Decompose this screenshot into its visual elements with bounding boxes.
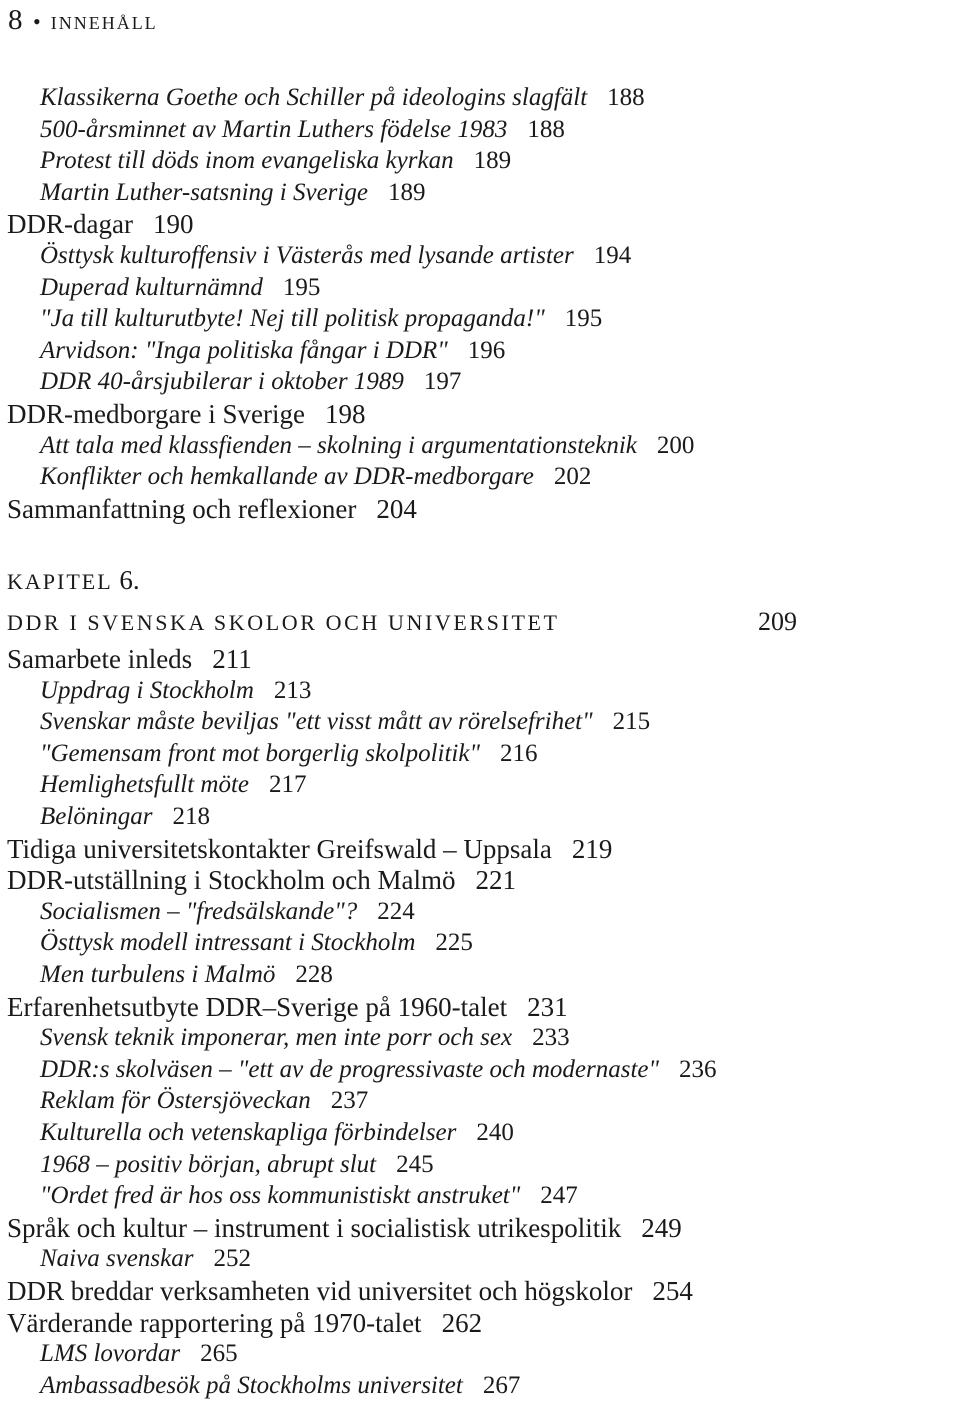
toc-entry-page: 194 [593, 242, 632, 269]
toc-entry [40, 306, 602, 331]
toc-entry-title: DDR breddar verksamheten vid universitet och högskolor [7, 1276, 633, 1306]
toc-entry-page: 188 [527, 115, 565, 143]
toc-entry-page: 202 [553, 463, 592, 491]
toc-entry [40, 369, 461, 394]
toc-entry [7, 833, 613, 864]
toc-entry-page: 247 [540, 1182, 578, 1210]
toc-entry-title: Belöningar [40, 803, 153, 830]
toc-entry-title: DDR-medborgare i Sverige [7, 399, 305, 429]
running-head-title: INNEHÅLL [50, 13, 158, 33]
toc-entry [7, 1307, 483, 1338]
toc-entry-page: 216 [499, 739, 538, 767]
toc-entry [40, 464, 591, 489]
chapter-page-number: 209 [758, 607, 797, 636]
chapter-label [7, 565, 140, 596]
toc-entry-page: 195 [282, 273, 321, 301]
toc-entry [40, 1057, 717, 1082]
toc-entry-page: 213 [273, 676, 312, 704]
toc-entry-page: 231 [527, 991, 568, 1022]
toc-entry [40, 1088, 368, 1113]
toc-entry [40, 275, 320, 300]
chapter-heading [7, 607, 797, 637]
toc-entry [40, 930, 473, 955]
toc-entry-title: Naiva svenskar [40, 1245, 194, 1273]
toc-entry-title: Socialismen – "fredsälskande"? [40, 897, 358, 925]
toc-entry-title: Protest till döds inom evangeliska kyrkan [40, 147, 454, 175]
toc-entry-page: 236 [679, 1055, 717, 1083]
toc-entry [7, 991, 568, 1022]
toc-entry-title: Arvidson: "Inga politiska fångar i DDR" [40, 336, 448, 364]
toc-entry-title: LMS lovordar [40, 1340, 181, 1368]
toc-entry-title: Svenskar måste beviljas "ett visst mått av rörelsefrihet" [40, 708, 593, 736]
toc-entry [40, 85, 645, 110]
toc-entry-page: 196 [467, 336, 506, 364]
toc-entry-page: 249 [641, 1212, 682, 1243]
toc-entry [40, 962, 333, 987]
toc-entry-title: Erfarenhetsutbyte DDR–Sverige på 1960-talet [7, 991, 508, 1022]
toc-entry-page: 228 [295, 961, 333, 988]
toc-entry-page: 252 [213, 1245, 251, 1273]
toc-entry-page: 204 [376, 493, 417, 524]
toc-entry-page: 237 [330, 1087, 369, 1115]
toc-entry-title: Språk och kultur – instrument i socialistisk utrikespolitik [7, 1212, 622, 1243]
toc-entry-page: 262 [441, 1307, 483, 1338]
chapter-number: 6. [119, 565, 140, 595]
toc-entry-title: Konflikter och hemkallande av DDR-medborgare [40, 463, 534, 491]
toc-entry-title: Östtysk modell intressant i Stockholm [40, 929, 416, 957]
toc-entry-page: 265 [200, 1340, 238, 1368]
toc-entry-page: 218 [172, 803, 210, 830]
toc-entry [40, 117, 565, 142]
toc-entry-title: DDR-utställning i Stockholm och Malmö [7, 865, 456, 896]
toc-entry-page: 189 [387, 178, 426, 206]
toc-entry [40, 1246, 251, 1271]
toc-entry-title: Uppdrag i Stockholm [40, 676, 254, 704]
toc-entry [7, 867, 516, 894]
toc-entry-title: Kulturella och vetenskapliga förbindelser [40, 1119, 457, 1146]
toc-entry-page: 189 [473, 147, 512, 175]
toc-entry [7, 493, 417, 524]
toc-entry-page: 221 [475, 865, 516, 896]
toc-entry-title: Hemlighetsfullt möte [40, 771, 249, 799]
toc-entry-page: 188 [607, 84, 645, 111]
toc-entry [40, 433, 694, 458]
toc-entry-page: 195 [564, 305, 603, 333]
toc-entry [7, 646, 252, 673]
toc-entry-page: 225 [435, 929, 473, 957]
toc-entry-title: "Gemensam front mot borgerlig skolpolitik" [40, 739, 480, 767]
toc-entry-page: 240 [476, 1119, 514, 1146]
toc-entry-title: Martin Luther-satsning i Sverige [40, 178, 368, 206]
toc-entry [7, 211, 193, 238]
toc-entry-page: 190 [152, 209, 194, 240]
toc-entry-page: 215 [612, 708, 651, 736]
toc-entry-title: DDR 40-årsjubilerar i oktober 1989 [40, 368, 404, 396]
chapter-label-text: KAPITEL [7, 569, 112, 594]
toc-entry-page: 254 [652, 1276, 693, 1306]
toc-entry [40, 678, 311, 703]
toc-entry-page: 211 [212, 644, 252, 674]
toc-entry-title: Värderande rapportering på 1970-talet [7, 1307, 422, 1338]
toc-entry [40, 772, 307, 797]
toc-entry [40, 243, 631, 268]
toc-entry-page: 197 [423, 368, 462, 396]
toc-entry-title: Östtysk kulturoffensiv i Västerås med lysande artister [40, 242, 574, 269]
toc-entry [40, 1183, 578, 1208]
toc-entry-page: 224 [377, 897, 415, 925]
toc-entry [7, 1212, 682, 1243]
toc-entry [40, 709, 650, 734]
toc-entry [40, 1341, 238, 1366]
toc-entry-title: Ambassadbesök på Stockholms universitet [40, 1371, 463, 1399]
toc-entry-page: 200 [656, 431, 695, 459]
toc-entry [40, 741, 537, 766]
toc-entry-title: Sammanfattning och reflexioner [7, 493, 357, 524]
toc-entry-title: "Ja till kulturutbyte! Nej till politisk propaganda!" [40, 305, 545, 333]
toc-entry [40, 1373, 520, 1398]
toc-entry-page: 233 [532, 1024, 570, 1052]
toc-entry-page: 245 [396, 1150, 434, 1178]
toc-entry [40, 899, 415, 924]
toc-entry [40, 1152, 434, 1177]
toc-entry-title: Klassikerna Goethe och Schiller på ideologins slagfält [40, 84, 588, 111]
toc-entry [40, 338, 505, 363]
toc-entry-title: Reklam för Östersjöveckan [40, 1087, 311, 1115]
chapter-title: DDR I SVENSKA SKOLOR OCH UNIVERSITET [7, 610, 560, 635]
toc-entry [40, 148, 511, 173]
toc-entry [7, 401, 365, 428]
toc-entry-page: 219 [571, 833, 613, 864]
toc-entry-title: DDR-dagar [7, 209, 133, 240]
toc-entry-title: DDR:s skolväsen – "ett av de progressivaste och modernaste" [40, 1055, 660, 1083]
toc-entry-title: Tidiga universitetskontakter Greifswald – Uppsala [7, 833, 552, 864]
toc-entry-page: 267 [482, 1371, 521, 1399]
header-separator: • [33, 9, 41, 34]
toc-entry-title: Duperad kulturnämnd [40, 273, 263, 301]
toc-entry-title: Men turbulens i Malmö [40, 961, 276, 988]
toc-entry-title: 500-årsminnet av Martin Luthers födelse 1983 [40, 115, 508, 143]
toc-entry [40, 804, 210, 829]
toc-entry-title: 1968 – positiv början, abrupt slut [40, 1150, 377, 1178]
toc-entry-title: Svensk teknik imponerar, men inte porr och sex [40, 1024, 513, 1052]
toc-entry-page: 217 [269, 771, 307, 799]
toc-entry-title: "Ordet fred är hos oss kommunistiskt anstruket" [40, 1182, 521, 1210]
toc-entry-title: Att tala med klassfienden – skolning i argumentationsteknik [40, 431, 637, 459]
toc-entry-title: Samarbete inleds [7, 644, 193, 674]
toc-entry [40, 180, 425, 205]
toc-entry [40, 1120, 514, 1145]
toc-entry [40, 1025, 570, 1050]
toc-entry [7, 1278, 693, 1305]
page-number: 8 [8, 4, 23, 36]
toc-entry-page: 198 [324, 399, 366, 429]
